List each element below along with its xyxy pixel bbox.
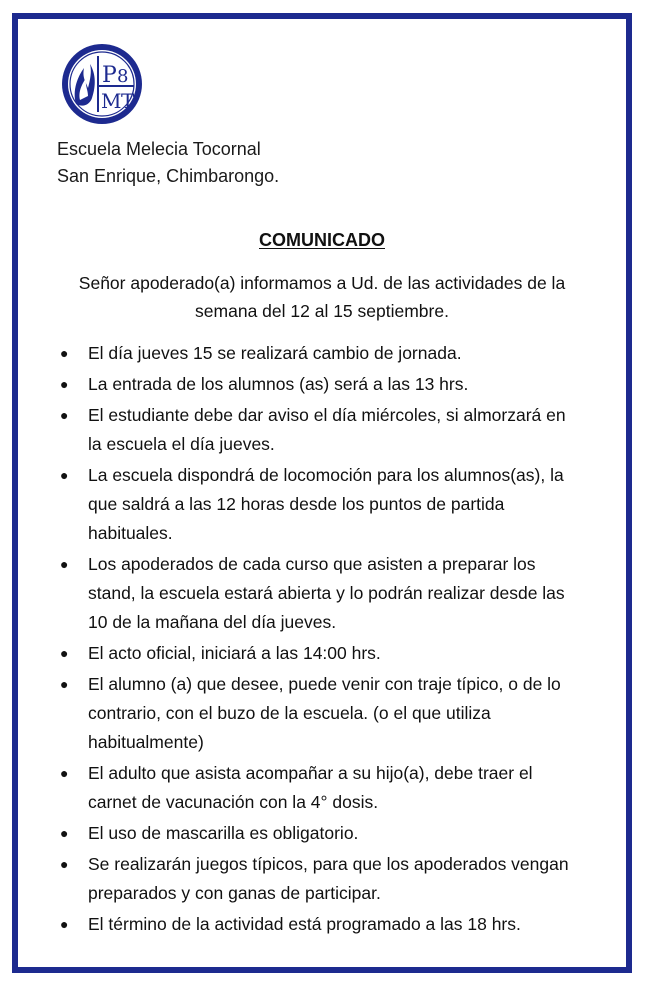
list-item-text	[88, 759, 533, 817]
list-item-line: Los apoderados de cada curso que asisten a preparar los	[88, 554, 536, 574]
svg-text:8: 8	[117, 66, 129, 87]
list-item-line: El acto oficial, iniciará a las 14:00 hrs.	[88, 643, 381, 663]
school-header	[57, 136, 279, 190]
list-item-text	[88, 670, 561, 757]
list-item-line: 10 de la mañana del día jueves.	[88, 612, 337, 632]
bullet-icon: ●	[60, 467, 69, 483]
list-item-text	[88, 370, 468, 399]
school-location: San Enrique, Chimbarongo.	[57, 166, 280, 186]
list-item	[60, 759, 605, 817]
list-item-line: contrario, con el buzo de la escuela. (o el que utiliza	[88, 703, 491, 723]
bullet-icon: ●	[60, 765, 69, 781]
school-logo	[60, 42, 144, 126]
list-item-text	[88, 910, 521, 939]
list-item	[60, 461, 605, 548]
list-item-line: El uso de mascarilla es obligatorio.	[88, 823, 359, 843]
list-item-text	[88, 339, 462, 368]
list-item-text	[88, 639, 381, 668]
list-item-line: El alumno (a) que desee, puede venir con traje típico, o de lo	[88, 674, 561, 694]
list-item-line: habituales.	[88, 523, 173, 543]
list-item-line: El adulto que asista acompañar a su hijo(a), debe traer el	[88, 763, 533, 783]
list-item-line: carnet de vacunación con la 4° dosis.	[88, 792, 379, 812]
document-border	[12, 13, 632, 973]
bullet-icon: ●	[60, 376, 69, 392]
svg-text:T: T	[121, 89, 135, 113]
list-item-line: stand, la escuela estará abierta y lo podrán realizar desde las	[88, 583, 565, 603]
list-item-line: habitualmente)	[88, 732, 204, 752]
document-title: COMUNICADO	[259, 230, 385, 250]
intro-line: semana del 12 al 15 septiembre.	[195, 301, 449, 321]
list-item-line: preparados y con ganas de participar.	[88, 883, 381, 903]
list-item-text	[88, 461, 564, 548]
bullet-icon: ●	[60, 676, 69, 692]
list-item	[60, 639, 605, 668]
list-item	[60, 819, 605, 848]
bullet-icon: ●	[60, 856, 69, 872]
bullet-icon: ●	[60, 645, 69, 661]
list-item	[60, 401, 605, 459]
svg-text:P: P	[102, 63, 117, 88]
list-item	[60, 370, 605, 399]
activity-list	[60, 339, 605, 941]
list-item-text	[88, 850, 569, 908]
list-item-text	[88, 819, 358, 848]
bullet-icon: ●	[60, 407, 69, 423]
list-item-text	[88, 401, 566, 459]
intro-line: Señor apoderado(a) informamos a Ud. de las actividades de la	[78, 273, 566, 293]
list-item-line: La entrada de los alumnos (as) será a las 13 hrs.	[88, 374, 469, 394]
list-item-line: Se realizarán juegos típicos, para que los apoderados vengan	[88, 854, 569, 874]
intro-paragraph	[18, 269, 626, 325]
bullet-icon: ●	[60, 345, 69, 361]
bullet-icon: ●	[60, 556, 69, 572]
list-item	[60, 550, 605, 637]
bullet-icon: ●	[60, 825, 69, 841]
list-item	[60, 670, 605, 757]
list-item	[60, 339, 605, 368]
list-item	[60, 850, 605, 908]
list-item-line: que saldrá a las 12 horas desde los puntos de partida	[88, 494, 505, 514]
list-item	[60, 910, 605, 939]
list-item-line: El término de la actividad está programado a las 18 hrs.	[88, 914, 521, 934]
school-name: Escuela Melecia Tocornal	[57, 139, 261, 159]
list-item-line: la escuela el día jueves.	[88, 434, 275, 454]
list-item-line: El día jueves 15 se realizará cambio de jornada.	[88, 343, 462, 363]
svg-text:M: M	[101, 89, 122, 113]
list-item-text	[88, 550, 565, 637]
list-item-line: La escuela dispondrá de locomoción para los alumnos(as), la	[88, 465, 564, 485]
list-item-line: El estudiante debe dar aviso el día miércoles, si almorzará en	[88, 405, 566, 425]
bullet-icon: ●	[60, 916, 69, 932]
